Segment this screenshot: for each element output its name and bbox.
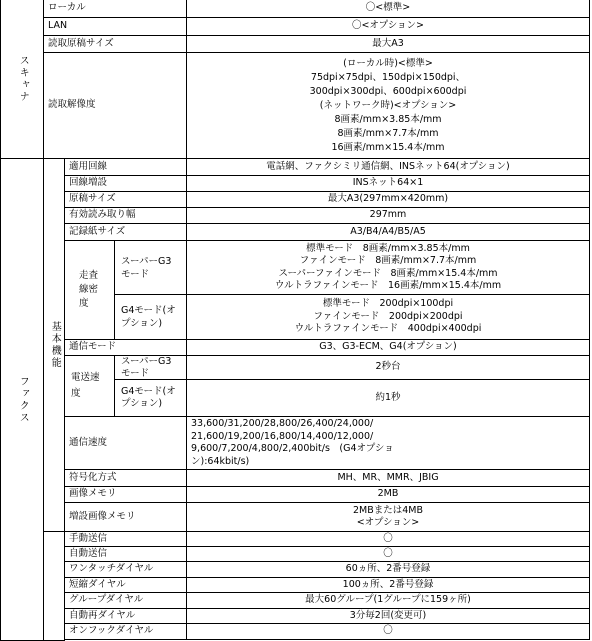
scanner-local-value: 〇<標準>	[186, 0, 590, 18]
redial-value: 3分毎2回(変更可)	[186, 608, 590, 624]
fax-group-label: ファクス	[0, 158, 44, 641]
resolution-line: 8画素/mm×7.7本/mm	[337, 127, 439, 139]
ext-memory-label: 増設画像メモリ	[64, 502, 187, 532]
comm-speed-value	[186, 416, 590, 470]
coding-label: 符号化方式	[64, 469, 187, 487]
add-line-label: 回線増設	[64, 175, 187, 192]
resolution-line: 300dpi×300dpi、600dpi×600dpi	[309, 85, 467, 97]
comm-speed-line: 9,600/7,200/4,800/2,400bit/s (G4オプショ	[191, 443, 394, 454]
sg3-line: ウルトラファインモード 16画素/mm×15.4本/mm	[274, 280, 502, 291]
scanner-lan-label: LAN	[43, 17, 187, 36]
memory-value: 2MB	[186, 486, 590, 503]
scanner-local-label: ローカル	[43, 0, 187, 18]
line-value: 電話網、ファクシミリ通信網、INSネット64(オプション)	[186, 158, 590, 176]
speed-dial-label: 短縮ダイヤル	[64, 577, 187, 593]
auto-send-value: 〇	[186, 546, 590, 562]
paper-size-label: 記録紙サイズ	[64, 223, 187, 241]
sg3-line: スーパーファインモード 8画素/mm×15.4本/mm	[278, 267, 498, 279]
g4-mode-value	[186, 294, 590, 340]
resolution-line: (ローカル時)<標準>	[343, 57, 433, 69]
scanner-size-label: 読取原稿サイズ	[43, 35, 187, 53]
sg3-line: 標準モード 8画素/mm×3.85本/mm	[306, 242, 470, 254]
scan-density-label: 走査線密度	[64, 240, 115, 340]
coding-value: MH、MR、MMR、JBIG	[186, 469, 590, 487]
ext-memory-value	[186, 502, 590, 532]
resolution-line: (ネットワーク時)<オプション>	[319, 99, 457, 111]
ext-memory-line: <オプション>	[356, 517, 420, 528]
line-label: 適用回線	[64, 158, 187, 176]
comm-speed-line: 33,600/31,200/28,800/26,400/24,000/	[191, 418, 374, 429]
g4-line: ウルトラファインモード 400dpi×400dpi	[294, 323, 482, 335]
fax-basic-label: 基本機能	[43, 158, 65, 532]
onhook-label: オンフックダイヤル	[64, 623, 187, 640]
auto-send-label: 自動送信	[64, 546, 187, 562]
g4-line: ファインモード 200dpi×200dpi	[313, 310, 463, 322]
g4-line: 標準モード 200dpi×100dpi	[322, 298, 454, 310]
paper-size-value: A3/B4/A4/B5/A5	[186, 223, 590, 241]
comm-mode-value: G3、G3-ECM、G4(オプション)	[186, 339, 590, 356]
memory-label: 画像メモリ	[64, 486, 187, 503]
ext-memory-line: 2MBまたは4MB	[352, 504, 424, 516]
g4-mode-label: G4モード(オプション)	[114, 294, 187, 340]
comm-speed-line: ン):64kbit/s)	[191, 455, 250, 467]
scanner-resolution-value	[186, 52, 590, 159]
doc-size-value: 最大A3(297mm×420mm)	[186, 191, 590, 208]
one-touch-label: ワンタッチダイヤル	[64, 561, 187, 578]
resolution-line: 8画素/mm×3.85本/mm	[334, 113, 442, 125]
scanner-resolution-label: 読取解像度	[43, 52, 187, 159]
scanner-lan-value: 〇<オプション>	[186, 17, 590, 36]
redial-label: 自動再ダイヤル	[64, 608, 187, 624]
read-width-label: 有効読み取り幅	[64, 207, 187, 224]
manual-send-value: 〇	[186, 531, 590, 547]
resolution-line: 75dpi×75dpi、150dpi×150dpi、	[310, 71, 466, 83]
g4-speed-label: G4モード(オプション)	[114, 379, 187, 417]
sg3-speed-value: 2秒台	[186, 355, 590, 380]
sg3-mode-label: スーパーG3モード	[114, 240, 187, 295]
comm-speed-line: 21,600/19,200/16,800/14,400/12,000/	[191, 430, 374, 442]
sg3-line: ファインモード 8画素/mm×7.7本/mm	[299, 255, 477, 266]
onhook-value: 〇	[186, 623, 590, 640]
sg3-mode-value	[186, 240, 590, 295]
scanner-group-label: スキャナ	[0, 0, 44, 159]
comm-speed-label: 通信速度	[64, 416, 187, 470]
group-dial-value: 最大60グループ(1グループに159ヶ所)	[186, 592, 590, 609]
dial-group-label	[43, 531, 65, 641]
resolution-line: 16画素/mm×15.4本/mm	[331, 141, 445, 153]
scanner-size-value: 最大A3	[186, 35, 590, 53]
sg3-speed-label: スーパーG3モード	[114, 355, 187, 380]
g4-speed-value: 約1秒	[186, 379, 590, 417]
comm-mode-label: 通信モード	[64, 339, 187, 356]
manual-send-label: 手動送信	[64, 531, 187, 547]
speed-dial-value: 100ヵ所、2番号登録	[186, 577, 590, 593]
add-line-value: INSネット64×1	[186, 175, 590, 192]
read-width-value: 297mm	[186, 207, 590, 224]
transmit-speed-label: 電送速度	[64, 355, 115, 417]
one-touch-value: 60ヵ所、2番号登録	[186, 561, 590, 578]
group-dial-label: グループダイヤル	[64, 592, 187, 609]
doc-size-label: 原稿サイズ	[64, 191, 187, 208]
